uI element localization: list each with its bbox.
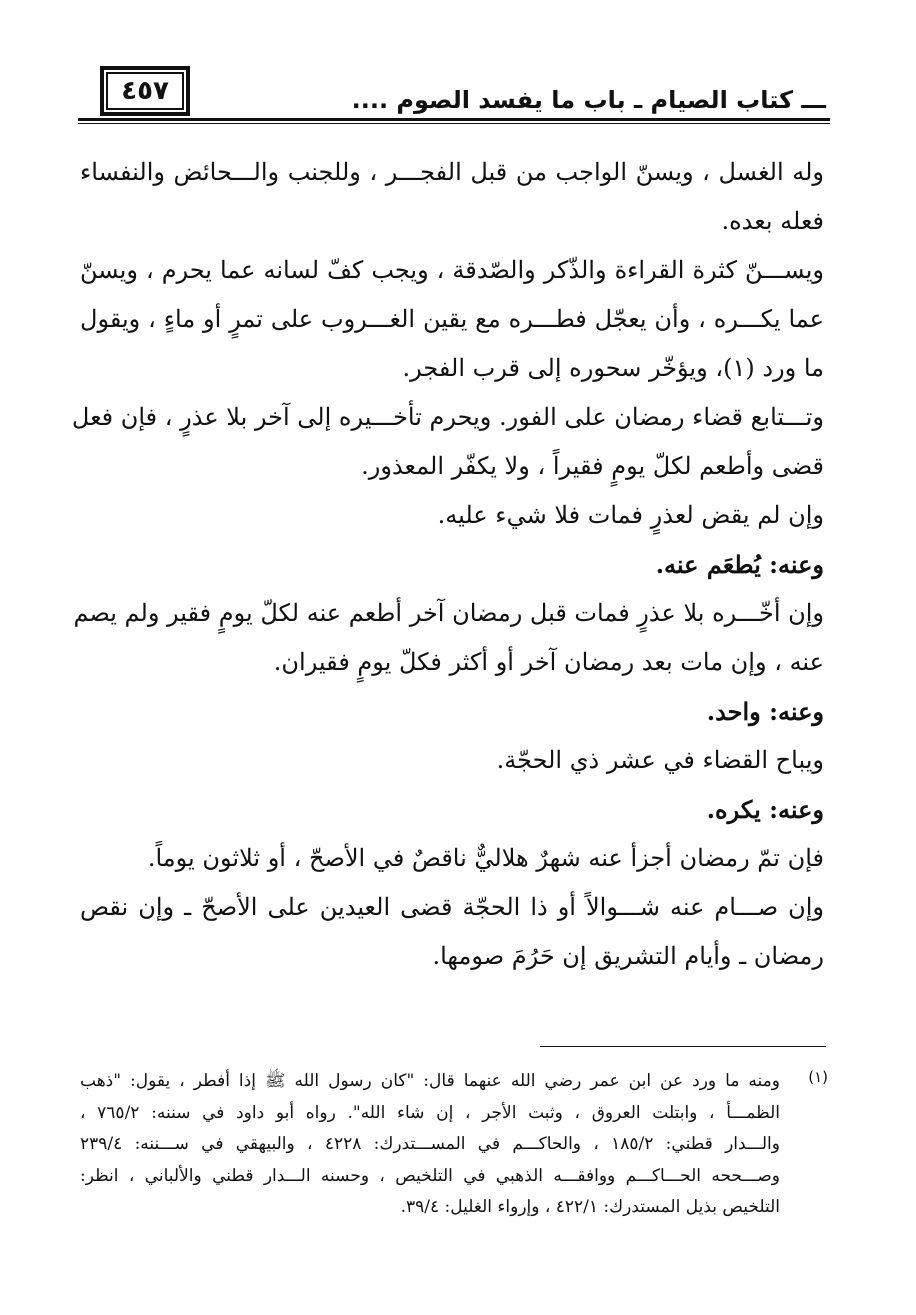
text-line: رمضان ـ وأيام التشريق إن حَرُمَ صومها. [432,942,824,970]
text-line: وله الغسل ، ويسنّ الواجب من قبل الفجـــر ، وللجنب والـــحائض والنفساء [80,158,824,186]
text-line: عما يكـــره ، وأن يعجّل فطـــره مع يقين الغـــروب على تمرٍ أو ماءٍ ، ويقول [80,305,824,333]
footnote-line: التلخيص بذيل المستدرك: ٤٢٢/١ ، وإرواء الغليل: ٣٩/٤. [400,1197,780,1217]
text-line: وعنه: واحد. [706,697,824,726]
text-line: فإن تمّ رمضان أجزأ عنه شهرٌ هلاليٌّ ناقصٌ في الأصحّ ، أو ثلاثون يوماً. [147,844,824,872]
page-number: ٤٥٧ [121,76,169,106]
text-line: وإن أخّـــره بلا عذرٍ فمات قبل رمضان آخر أطعم عنه لكلّ يومٍ فقير ولم يصم [73,599,824,627]
footnote-line: والـــدار قطني: ١٨٥/٢ ، والحاكـــم في المســـتدرك: ٤٢٢٨ ، والبيهقي في ســـننه: ٢٣٩/٤ [80,1134,780,1154]
text-line: ويباح القضاء في عشر ذي الحجّة. [496,746,824,774]
text-line: ويســـنّ كثرة القراءة والذّكر والصّدقة ، ويجب كفّ لسانه عما يحرم ، ويسنّ [80,256,824,284]
page-number-box [100,66,190,116]
text-line: وإن لم يقض لعذرٍ فمات فلا شيء عليه. [437,501,824,529]
text-line: وعنه: يُطعَم عنه. [655,550,824,579]
text-line: وعنه: يكره. [706,795,824,824]
text-line: فعله بعده. [721,207,824,235]
text-line: قضى وأطعم لكلّ يومٍ فقيراً ، ولا يكفّر المعذور. [361,452,824,480]
footnote-text [80,1066,780,1224]
footnote-line: وصـــححه الحـــاكـــم ووافقـــه الذهبي في التلخيص ، وحسنه الـــدار قطني والألباني ، انظر: [80,1165,780,1186]
footnote-line: الظمـــأ ، وابتلت العروق ، وثبت الأجر ، إن شاء الله". رواه أبو داود في سننه: ٧٦٥/٢ ، [80,1102,781,1123]
page-header [78,62,830,126]
text-line: عنه ، وإن مات بعد رمضان آخر أو أكثر فكلّ يومٍ فقيران. [273,648,824,676]
main-text [71,148,824,981]
footnote-line: ومنه ما ورد عن ابن عمر رضي الله عنهما قال: "كان رسول الله ﷺ إذا أفطر ، يقول: "ذهب [80,1071,780,1091]
footnote-marker: (١) [808,1068,828,1086]
header-rule-thin [78,123,830,124]
footnote-separator [540,1046,826,1047]
text-line: وتـــتابع قضاء رمضان على الفور. ويحرم تأخـــيره إلى آخر بلا عذرٍ ، فإن فعل [71,403,824,431]
text-line: وإن صـــام عنه شـــوالاً أو ذا الحجّة قضى العيدين على الأصحّ ـ وإن نقص [80,893,824,921]
header-rule [78,118,830,121]
text-line: ما ورد (١)، ويؤخّر سحوره إلى قرب الفجر. [402,354,824,382]
running-title: ـــ كتاب الصيام ـ باب ما يفسد الصوم .... [351,86,826,114]
footnotes [80,1066,828,1224]
